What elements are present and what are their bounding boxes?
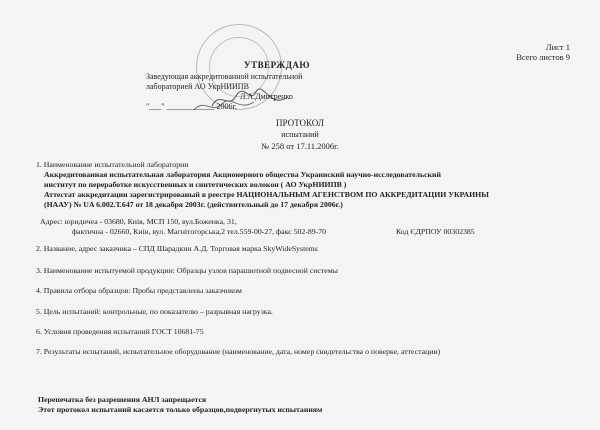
item-3-product: 3. Наименование испытуемой продукции: Образцы узлов парашютной подвесной системы [36,266,338,275]
sheet-number: Лист 1 [545,42,570,52]
approval-date: "___" ____________ 2006г. [146,102,237,111]
address-actual: фактична - 02660, Киів, вул. Магнітогорська,2 тел.559-00-27, факс 502-89-70 [72,227,327,236]
item-1-org-line-1: Аккредитованная испытательная лаборатория Акционерного общества Украинский научно-исследовательский [44,170,442,179]
item-1-attestat-line-1: Аттестат аккредитации зарегистрированый в реестре НАЦИОНАЛЬНЫМ АГЕНСТВОМ ПО АККРЕДИТАЦИИ УКРАИНЫ [44,190,489,199]
protocol-title: ПРОТОКОЛ [276,118,324,128]
item-1-attestat-line-2: (НААУ) № UA 6.002.Т.647 от 18 декабря 2003г. (действительный до 17 декабря 2006г.) [44,200,343,209]
edrpou-code: Код ЄДРПОУ 00302385 [396,227,475,236]
approval-role-2: лабораторией АО УкрНИИПВ [146,82,249,91]
protocol-number: № 258 от 17.11.2006г. [261,141,339,151]
item-4-sampling: 4. Правила отбора образцов: Пробы представлены заказчиком [36,286,242,295]
footer-reprint-notice: Перепечатка без разрешения АНЛ запрещается [38,395,207,404]
item-5-purpose: 5. Цель испытаний: контрольные, по показателю – разрывная нагрузка. [36,307,273,316]
footer-scope-notice: Этот протокол испытаний касается только образцов,подвергнутых испытаниям [38,405,323,414]
approval-name: Л.А.Дмитренко [240,92,293,101]
item-6-conditions: 6. Условия проведения испытаний ГОСТ 10681-75 [36,327,204,336]
sheet-counter [516,42,570,62]
protocol-subtitle: испытаний [281,130,319,139]
item-7-results: 7. Результаты испытаний, испытательное оборудование (наименование, дата, номер свидетельства о поверке, аттестации) [36,347,441,356]
approval-role-1: Заведующая аккредитованной испытательной [146,72,303,81]
item-1-org-line-2: институт по переработке искусственных и синтетических волокон ( АО УкрНИИПВ ) [44,180,347,189]
sheet-total: Всего листов 9 [516,52,570,62]
item-2-customer: 2. Название, адрес заказчика – СПД Шарадкин А.Д. Торговая марка SkyWideSystems [36,244,318,253]
approval-title: УТВЕРЖДАЮ [244,60,311,70]
item-1-label: 1. Наименование испытательной лаборатории [36,160,189,169]
address-legal: Адрес: юридичеа - 03680, Киів, МСП 150, вул.Боженка, 31, [40,217,237,226]
